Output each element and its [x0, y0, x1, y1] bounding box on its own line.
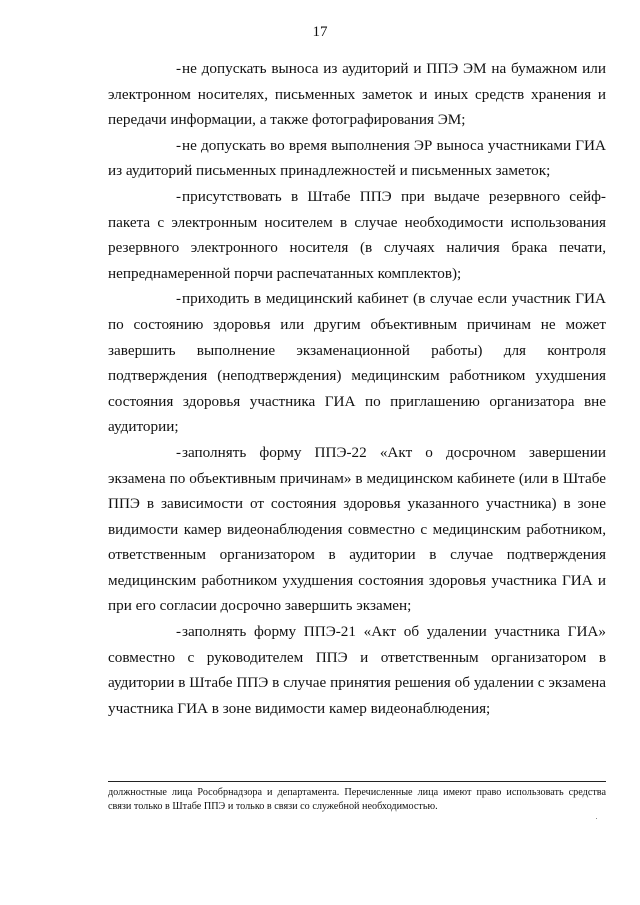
list-item-text: присутствовать в Штабе ППЭ при выдаче резервного сейф-пакета с электронным носителем в случае необходимости использования резервного электронного носителя (в случаях наличия брака печати, непреднамеренной порчи распечатанных комплектов);: [108, 187, 606, 282]
list-item: [108, 619, 606, 721]
list-item-text: приходить в медицинский кабинет (в случае если участник ГИА по состоянию здоровья или другим объективным причинам не может завершить выполнение экзаменационной работы) для контроля подтверждения (неподтверждения) медицинским работником ухудшения состояния здоровья участника ГИА по приглашению организатора вне аудитории;: [108, 290, 606, 436]
list-item: [108, 133, 606, 184]
list-dash: -: [176, 290, 182, 308]
footnote-separator: [108, 781, 606, 782]
page-number: 17: [312, 24, 328, 40]
scan-speck: [596, 818, 597, 819]
document-body: [108, 56, 606, 721]
list-item-text: не допускать во время выполнения ЭР выноса участниками ГИА из аудиторий письменных принадлежностей и письменных заметок;: [108, 136, 606, 180]
list-dash: -: [176, 443, 182, 461]
list-item-text: заполнять форму ППЭ-22 «Акт о досрочном завершении экзамена по объективным причинам» в медицинском кабинете (или в Штабе ППЭ в зависимости от состояния здоровья указанного участника) в зоне видимости камер видеонаблюдения совместно с медицинским работником, ответственным организатором в аудитории в случае подтверждения медицинским работником ухудшения состояния здоровья участника ГИА и при его согласии досрочно завершить экзамен;: [108, 443, 606, 615]
list-dash: -: [176, 136, 182, 154]
list-dash: -: [176, 623, 182, 641]
footnote: должностные лица Рособрнадзора и департамента. Перечисленные лица имеют право использовать средства связи только в Штабе ППЭ и только в связи со служебной необходимостью.: [108, 787, 606, 812]
list-item: [108, 184, 606, 286]
list-item: [108, 440, 606, 619]
list-dash: -: [176, 187, 182, 205]
list-item-text: заполнять форму ППЭ-21 «Акт об удалении участника ГИА» совместно с руководителем ППЭ и ответственным организатором в аудитории в Штабе ППЭ в случае принятия решения об удалении с экзамена участника ГИА в зоне видимости камер видеонаблюдения;: [108, 623, 606, 717]
list-item: [108, 286, 606, 440]
list-item-text: не допускать выноса из аудиторий и ППЭ ЭМ на бумажном или электронном носителях, письменных заметок и иных средств хранения и передачи информации, а также фотографирования ЭМ;: [108, 60, 606, 129]
list-item: [108, 56, 606, 133]
list-dash: -: [176, 60, 182, 77]
